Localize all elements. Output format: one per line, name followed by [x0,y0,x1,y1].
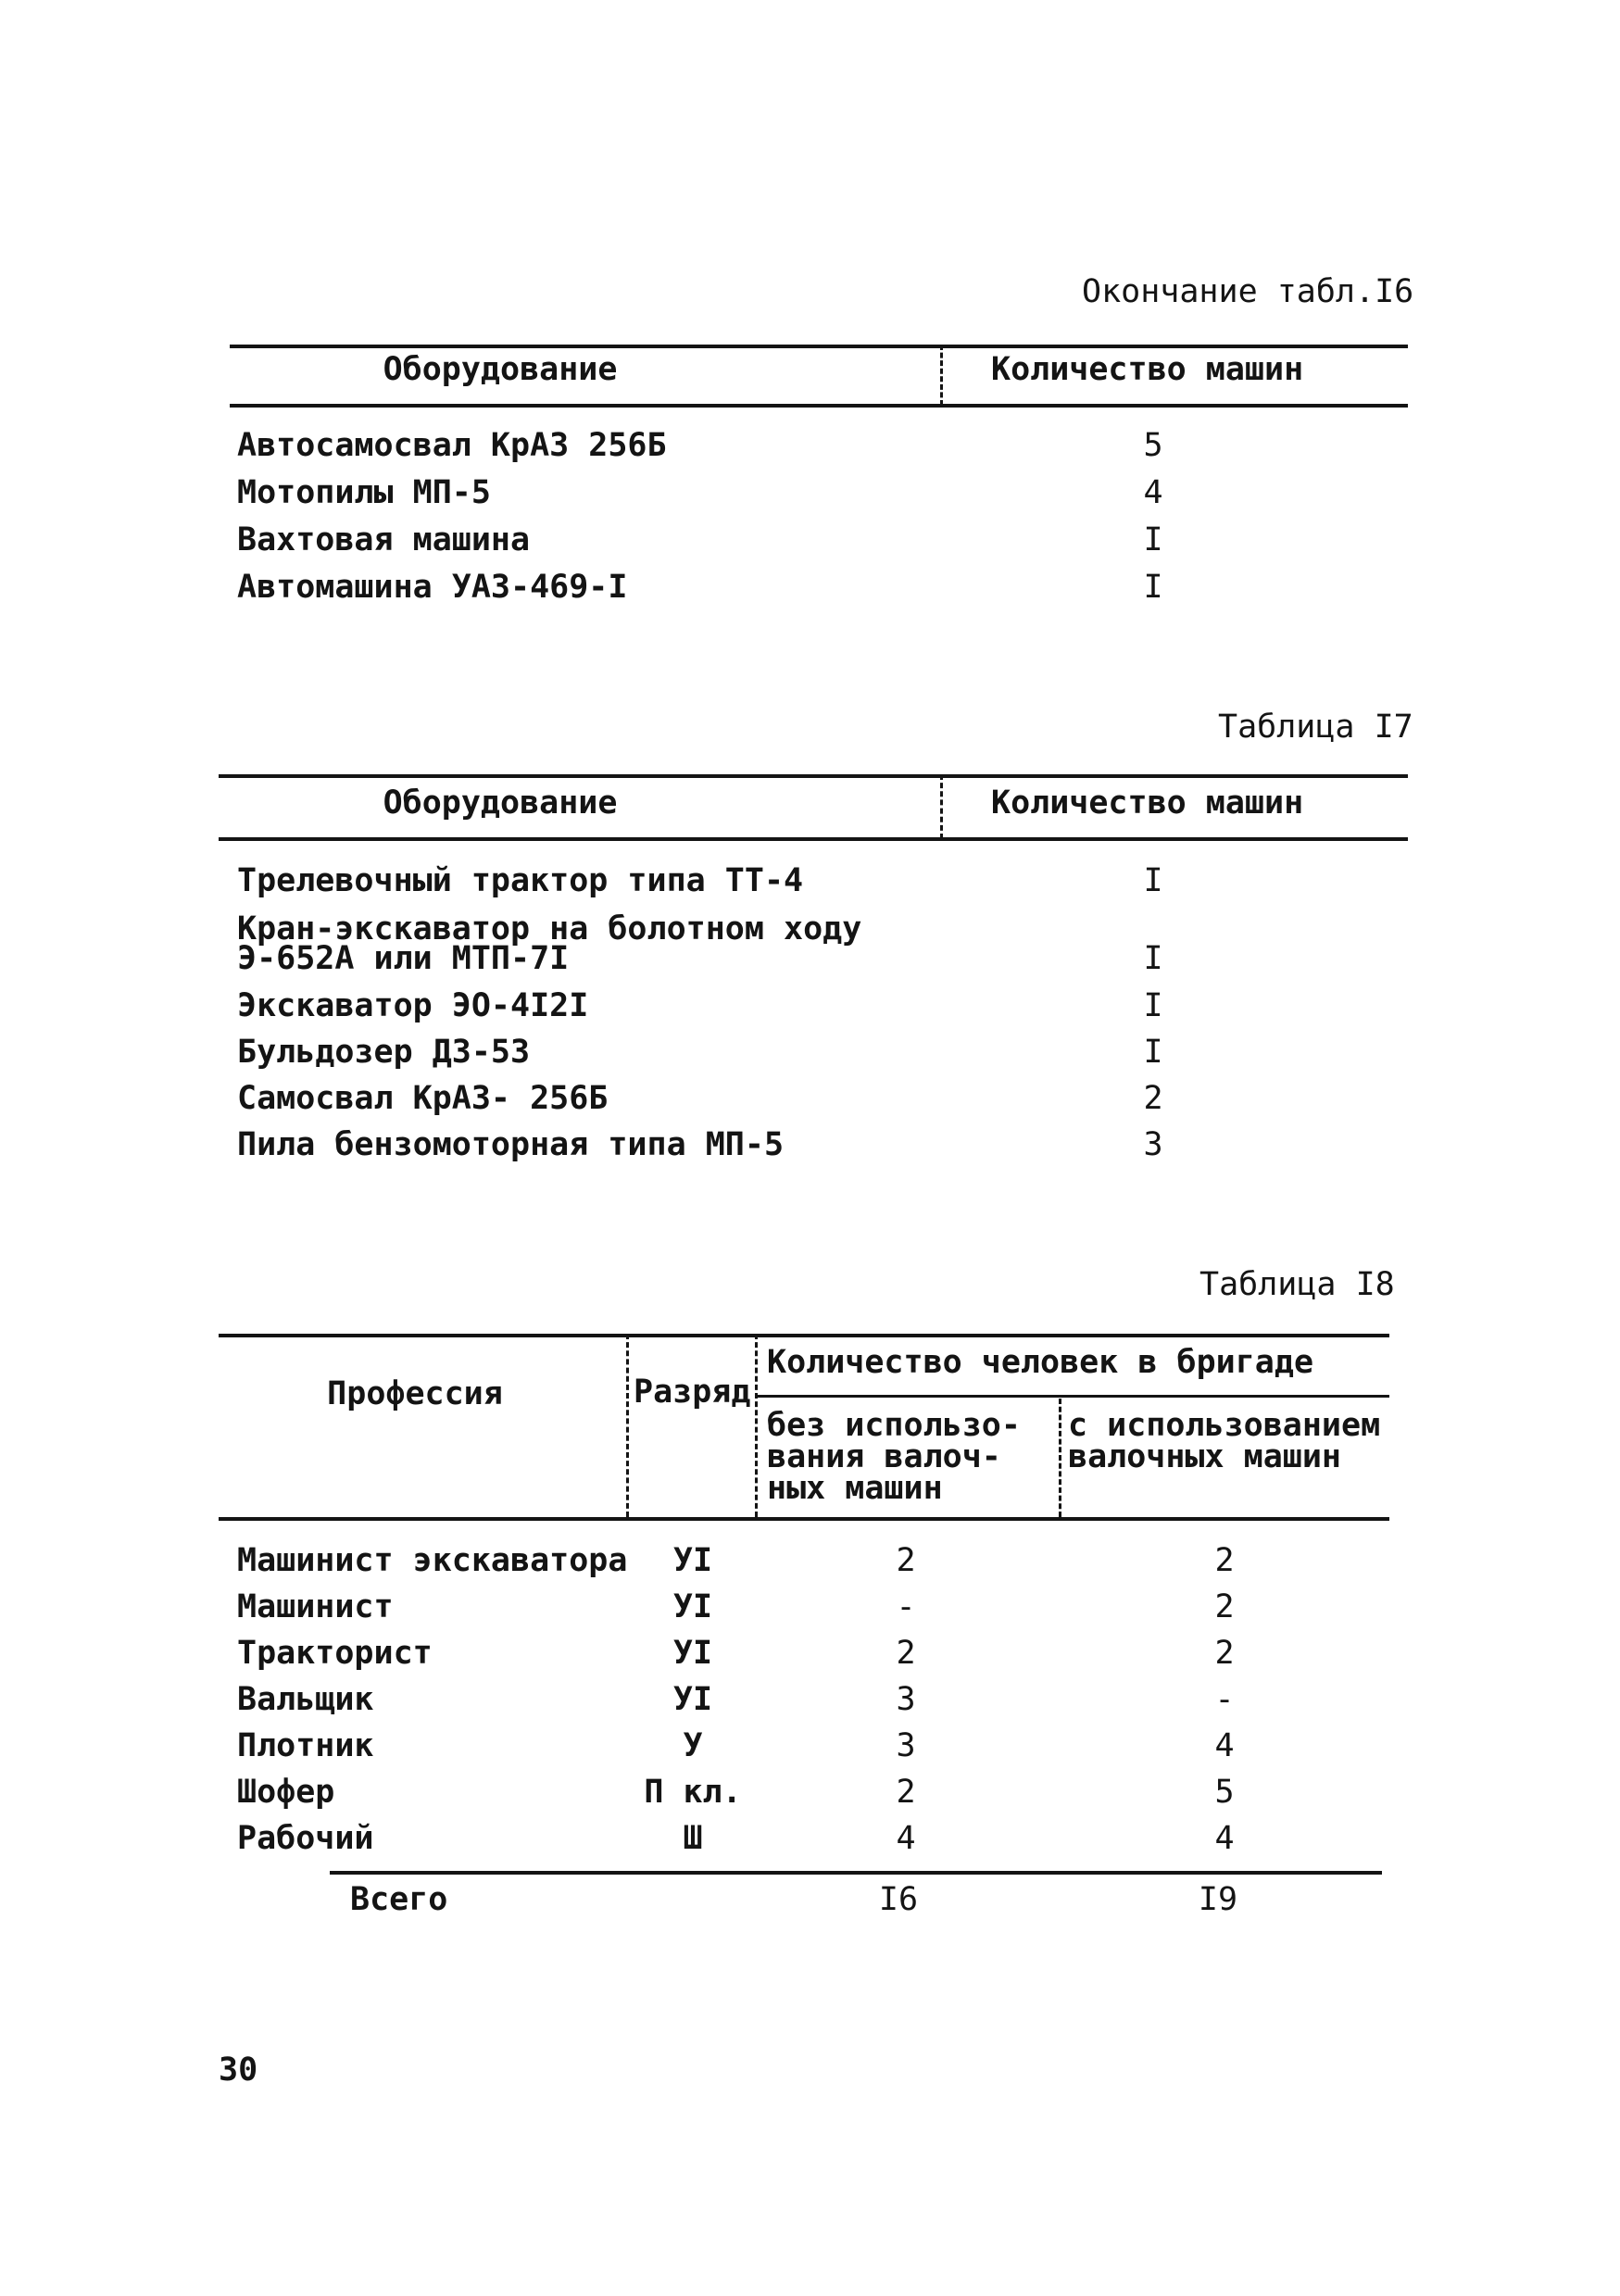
table18-top-rule [219,1334,1389,1337]
table18-total-rule [330,1871,1382,1875]
table18-row-grade: УI [672,1542,713,1579]
table17-row-name-line1: Кран-экскаватор на болотном ходу [237,910,862,947]
table17-row-qty: I [1143,940,1163,977]
table17-row-name: Пила бензомоторная типа МП-5 [237,1126,785,1163]
table17-top-rule [219,774,1408,778]
table18-row-grade: УI [672,1588,713,1625]
table17-header-divider [940,774,943,839]
table18-divider-grade [626,1334,629,1517]
table16-header-quantity: Количество машин [991,351,1304,388]
table17-row-qty: I [1143,987,1163,1024]
table18-row-grade: Ш [683,1820,703,1857]
table17-row-qty: I [1143,862,1163,899]
table18-row-profession: Рабочий [237,1820,374,1857]
table16-top-rule [230,345,1408,348]
table18-row-without: 4 [896,1820,916,1857]
table17-row-name: Э-652А или МТП-7I [237,940,570,977]
page-number: 30 [219,2051,258,2089]
table17-header-equipment: Оборудование [383,784,618,822]
table18-row-without: 3 [896,1727,916,1764]
table18-total-without: I6 [878,1881,919,1918]
table18-divider-subcols [1059,1399,1061,1517]
table16-row-qty: I [1143,569,1163,606]
table18-header-profession: Профессия [327,1375,503,1412]
table18-row-grade: П кл. [644,1774,742,1811]
table16-header-equipment: Оборудование [383,351,618,388]
table18-row-grade: УI [672,1681,713,1718]
table17-header-rule [219,837,1408,841]
table18-row-with: 2 [1214,1542,1235,1579]
table16-row-qty: 4 [1143,474,1163,511]
table16-row-name: Вахтовая машина [237,521,531,558]
table18-row-profession: Машинист [237,1588,394,1625]
table18-group-rule [755,1395,1389,1398]
table18-row-with: 2 [1214,1588,1235,1625]
table16-row-qty: 5 [1143,427,1163,464]
table17-row-name: Экскаватор ЭО-4I2I [237,987,589,1024]
table16-row-name: Мотопилы МП-5 [237,474,491,511]
table18-row-profession: Вальщик [237,1681,374,1718]
table18-header-with-line: валочных машин [1068,1438,1342,1475]
table17-row-name: Самосвал КрАЗ- 256Б [237,1080,609,1117]
table18-caption: Таблица I8 [1199,1266,1395,1303]
table18-row-grade: У [683,1727,703,1764]
table18-header-without-line: вания валоч- [767,1438,1001,1475]
table18-row-profession: Тракторист [237,1635,433,1672]
table17-row-qty: I [1143,1034,1163,1071]
table18-row-profession: Шофер [237,1774,335,1811]
table18-row-profession: Машинист экскаватора [237,1542,628,1579]
table16-row-name: Автомашина УАЗ-469-I [237,569,628,606]
table18-header-without-line: ных машин [767,1470,943,1507]
table17-row-qty: 3 [1143,1126,1163,1163]
table17-row-qty: 2 [1143,1080,1163,1117]
table18-header-group: Количество человек в бригаде [767,1344,1314,1381]
table18-row-with: 2 [1214,1635,1235,1672]
table18-row-with: - [1214,1681,1235,1718]
table18-total-with: I9 [1198,1881,1238,1918]
table17-row-name: Бульдозер ДЗ-53 [237,1034,531,1071]
table18-header-with-line: с использованием [1068,1407,1381,1444]
table18-row-without: - [896,1588,916,1625]
table17-header-quantity: Количество машин [991,784,1304,822]
table17-row-name: Трелевочный трактор типа ТТ-4 [237,862,804,899]
table18-row-grade: УI [672,1635,713,1672]
table18-header-grade: Разряд [634,1374,751,1411]
table16-row-name: Автосамосвал КрАЗ 256Б [237,427,667,464]
table18-row-with: 4 [1214,1727,1235,1764]
table18-row-without: 2 [896,1542,916,1579]
table18-row-without: 2 [896,1774,916,1811]
table18-header-rule [219,1517,1389,1521]
table16-caption: Окончание табл.I6 [1082,273,1414,310]
table16-header-rule [230,404,1408,408]
table18-row-without: 3 [896,1681,916,1718]
table18-row-profession: Плотник [237,1727,374,1764]
table16-row-qty: I [1143,521,1163,558]
table18-row-with: 5 [1214,1774,1235,1811]
table18-header-without-line: без использо- [767,1407,1021,1444]
table18-row-with: 4 [1214,1820,1235,1857]
table16-header-divider [940,345,943,406]
table18-divider-group [755,1334,758,1517]
table17-caption: Таблица I7 [1218,709,1413,746]
table18-row-without: 2 [896,1635,916,1672]
table18-total-label: Всего [350,1881,448,1918]
